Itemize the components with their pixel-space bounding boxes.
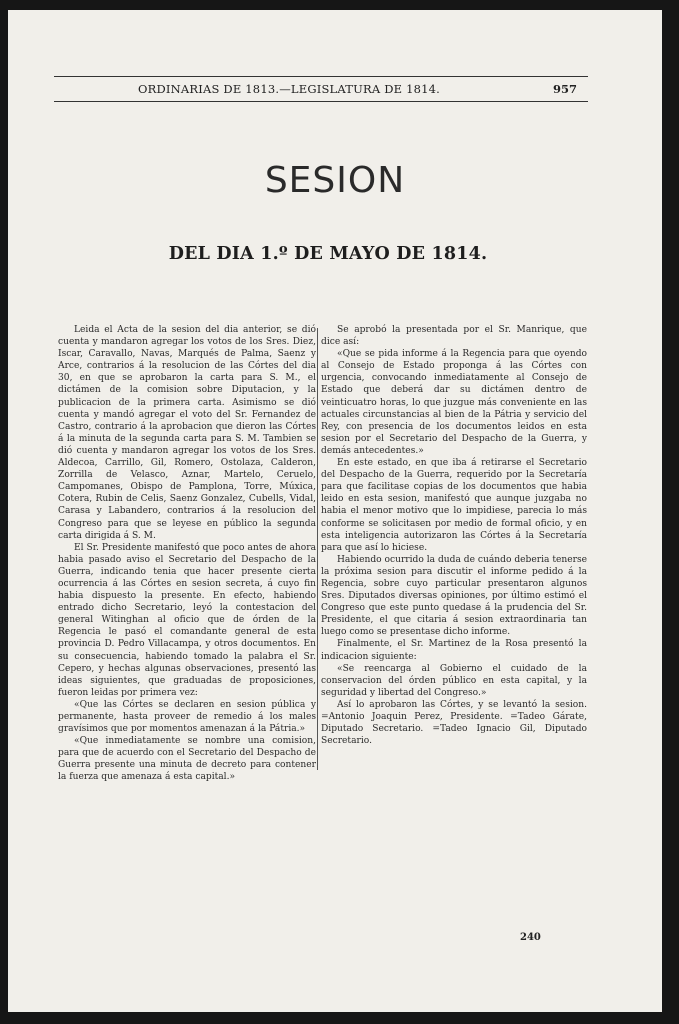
session-title: SESION [264,160,406,201]
session-date: DEL DIA 1.º DE MAYO DE 1814. [168,244,488,264]
paragraph: «Que las Córtes se declaren en sesion pública y permanente, hasta proveer de remedio á los males gravísimos que por momentos amenazan á la Pátria.» [58,699,316,735]
left-column [58,324,316,784]
paragraph: Leida el Acta de la sesion del dia anterior, se dió cuenta y mandaron agregar los votos de los Sres. Diez, Iscar, Caravallo, Navas, Marqués de Palma, Saenz y Arce, contrarios á la resolucion de las Córtes del dia 30, en que se aprobaron la carta para S. M., el dictámen de la comision sobre Diputacion, y la publicacion de la primera carta. Asimismo se dió cuenta y mandó agregar el voto del Sr. Fernandez de Castro, contrario á la aprobacion que dieron las Córtes á la minuta de la segunda carta para S. M. Tambien se dió cuenta y mandaron agregar los votos de los Sres. Aldecoa, Carrillo, Gil, Romero, Ostolaza, Calderon, Zorrilla de Velasco, Aznar, Martelo, Ceruelo, Campomanes, Obispo de Pamplona, Torre, Múxica, Cotera, Rubin de Celis, Saenz Gonzalez, Cubells, Vidal, Carasa y Labandero, contrarios á la resolucion del Congreso para que se leyese en público la segunda carta dirigida á S. M. [58,325,316,541]
paragraph: El Sr. Presidente manifestó que poco antes de ahora habia pasado aviso el Secretario del Despacho de la Guerra, indicando tenia que hacer presente cierta ocurrencia á las Córtes en sesion secreta, á cuyo fin habia dispuesto la presente. En efecto, habiendo entrado dicho Secretario, leyó la contestacion del general Witinghan al oficio que de órden de la Regencia le pasó el comandante general de esta provincia D. Pedro Villacampa, y otros documentos. En su consecuencia, habiendo tomado la palabra el Sr. Cepero, y hechas algunas observaciones, presentó las ideas siguientes, que graduadas de proposiciones, fueron leidas por primera vez: [58,542,316,698]
running-title: ORDINARIAS DE 1813.—LEGISLATURA DE 1814. [137,82,441,96]
signature-mark: 240 [520,932,541,943]
paragraph: «Que inmediatamente se nombre una comision, para que de acuerdo con el Secretario del Despacho de Guerra presente una minuta de decreto para contener la fuerza que amenaza á esta capital.» [58,736,316,783]
paragraph: «Que se pida informe á la Regencia para que oyendo al Consejo de Estado proponga á las Córtes con urgencia, convocando inmediatamente al Consejo de Estado que deberá dar su dictámen dentro de veinticuatro horas, lo que juzgue más conveniente en las actuales circunstancias al bien de la Pátria y servicio del Rey, con presencia de los documentos leidos en esta sesion por el Secretario del Despacho de la Guerra, y demás antecedentes.» [321,349,587,456]
header-rule-top [54,76,588,77]
document-page [8,10,662,1012]
paragraph: Se aprobó la presentada por el Sr. Manrique, que dice así: [321,325,587,348]
paragraph: Habiendo ocurrido la duda de cuándo deberia tenerse la próxima sesion para discutir el informe pedido á la Regencia, sobre cuyo particular presentaron algunos Sres. Diputados diversas opiniones, por último estimó el Congreso que este punto quedase á la prudencia del Sr. Presidente, el que citaria á sesion extraordinaria tan luego como se presentase dicho informe. [321,554,587,638]
right-column [321,324,587,747]
column-divider [317,328,318,770]
paragraph: En este estado, en que iba á retirarse el Secretario del Despacho de la Guerra, requerido por la Secretaría para que facilitase copias de los documentos que habia leido en esta sesion, manifestó que aunque juzgaba no habia el menor motivo que lo impidiese, parecia lo más conforme se solicitasen por medio de formal oficio, y en esta inteligencia autorizaron las Córtes á la Secretaría para que así lo hiciese. [321,458,587,553]
paragraph: «Se reencarga al Gobierno el cuidado de la conservacion del órden público en esta capital, y la seguridad y libertad del Congreso.» [321,663,587,698]
paragraph: Así lo aprobaron las Córtes, y se levantó la sesion. =Antonio Joaquin Perez, Presidente. =Tadeo Gárate, Diputado Secretario. =Tadeo Ignacio Gil, Diputado Secretario. [321,699,587,747]
page-number: 957 [553,82,578,96]
header-rule-bottom [54,101,588,102]
paragraph: Finalmente, el Sr. Martinez de la Rosa presentó la indicacion siguiente: [321,639,587,662]
